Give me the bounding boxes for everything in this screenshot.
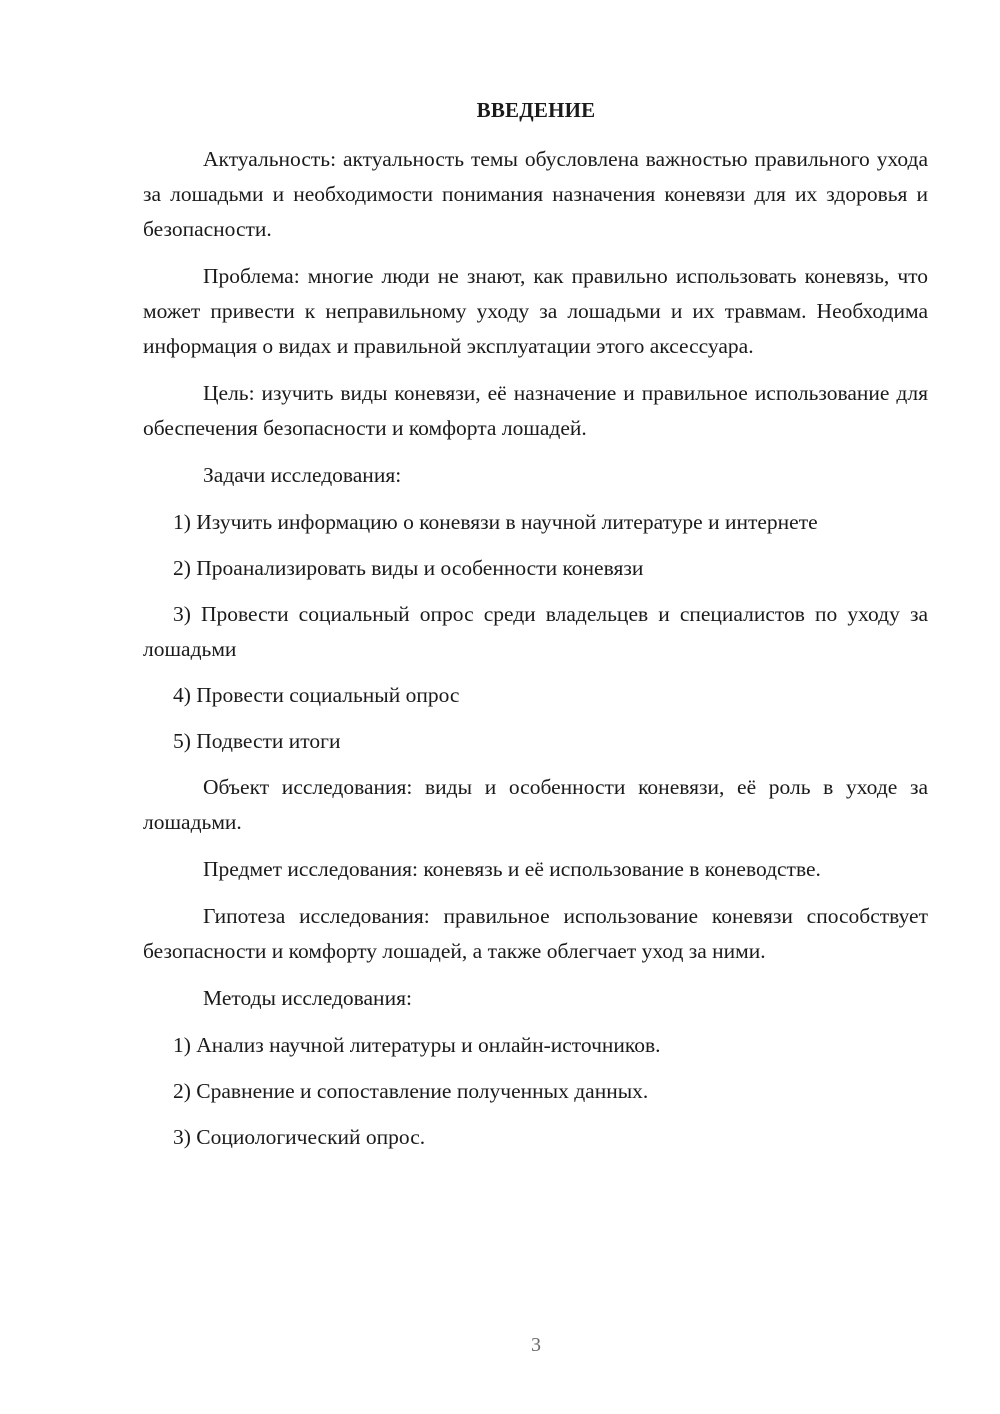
- object-paragraph: Объект исследования: виды и особенности коневязи, её роль в уходе за лошадьми.: [143, 775, 928, 834]
- page-content: [143, 142, 928, 1166]
- subject-paragraph: Предмет исследования: коневязь и её использование в коневодстве.: [203, 857, 821, 881]
- task-item: 3) Провести социальный опрос среди владельцев и специалистов по уходу за лошадьми: [143, 602, 928, 661]
- hypothesis-paragraph: Гипотеза исследования: правильное использование коневязи способствует безопасности и комфорту лошадей, а также облегчает уход за ними.: [143, 904, 928, 963]
- methods-title: Методы исследования:: [203, 986, 412, 1010]
- tasks-title: Задачи исследования:: [203, 463, 402, 487]
- method-item: 1) Анализ научной литературы и онлайн-источников.: [173, 1033, 661, 1057]
- page-number: 3: [531, 1334, 541, 1356]
- method-item: 2) Сравнение и сопоставление полученных данных.: [173, 1079, 649, 1103]
- task-item: 2) Проанализировать виды и особенности коневязи: [173, 556, 644, 580]
- task-item: 1) Изучить информацию о коневязи в научной литературе и интернете: [173, 510, 818, 534]
- actuality-paragraph: Актуальность: актуальность темы обусловлена важностью правильного ухода за лошадьми и необходимости понимания назначения коневязи для их здоровья и безопасности.: [143, 147, 928, 241]
- problem-paragraph: Проблема: многие люди не знают, как правильно использовать коневязь, что может привести к неправильному уходу за лошадьми и их травмам. Необходима информация о видах и правильной эксплуатации этого аксессуара.: [143, 264, 928, 358]
- method-item: 3) Социологический опрос.: [173, 1125, 426, 1149]
- goal-paragraph: Цель: изучить виды коневязи, её назначение и правильное использование для обеспечения безопасности и комфорта лошадей.: [143, 381, 928, 440]
- task-item: 5) Подвести итоги: [173, 729, 341, 753]
- page-title: ВВЕДЕНИЕ: [476, 98, 596, 122]
- task-item: 4) Провести социальный опрос: [173, 683, 460, 707]
